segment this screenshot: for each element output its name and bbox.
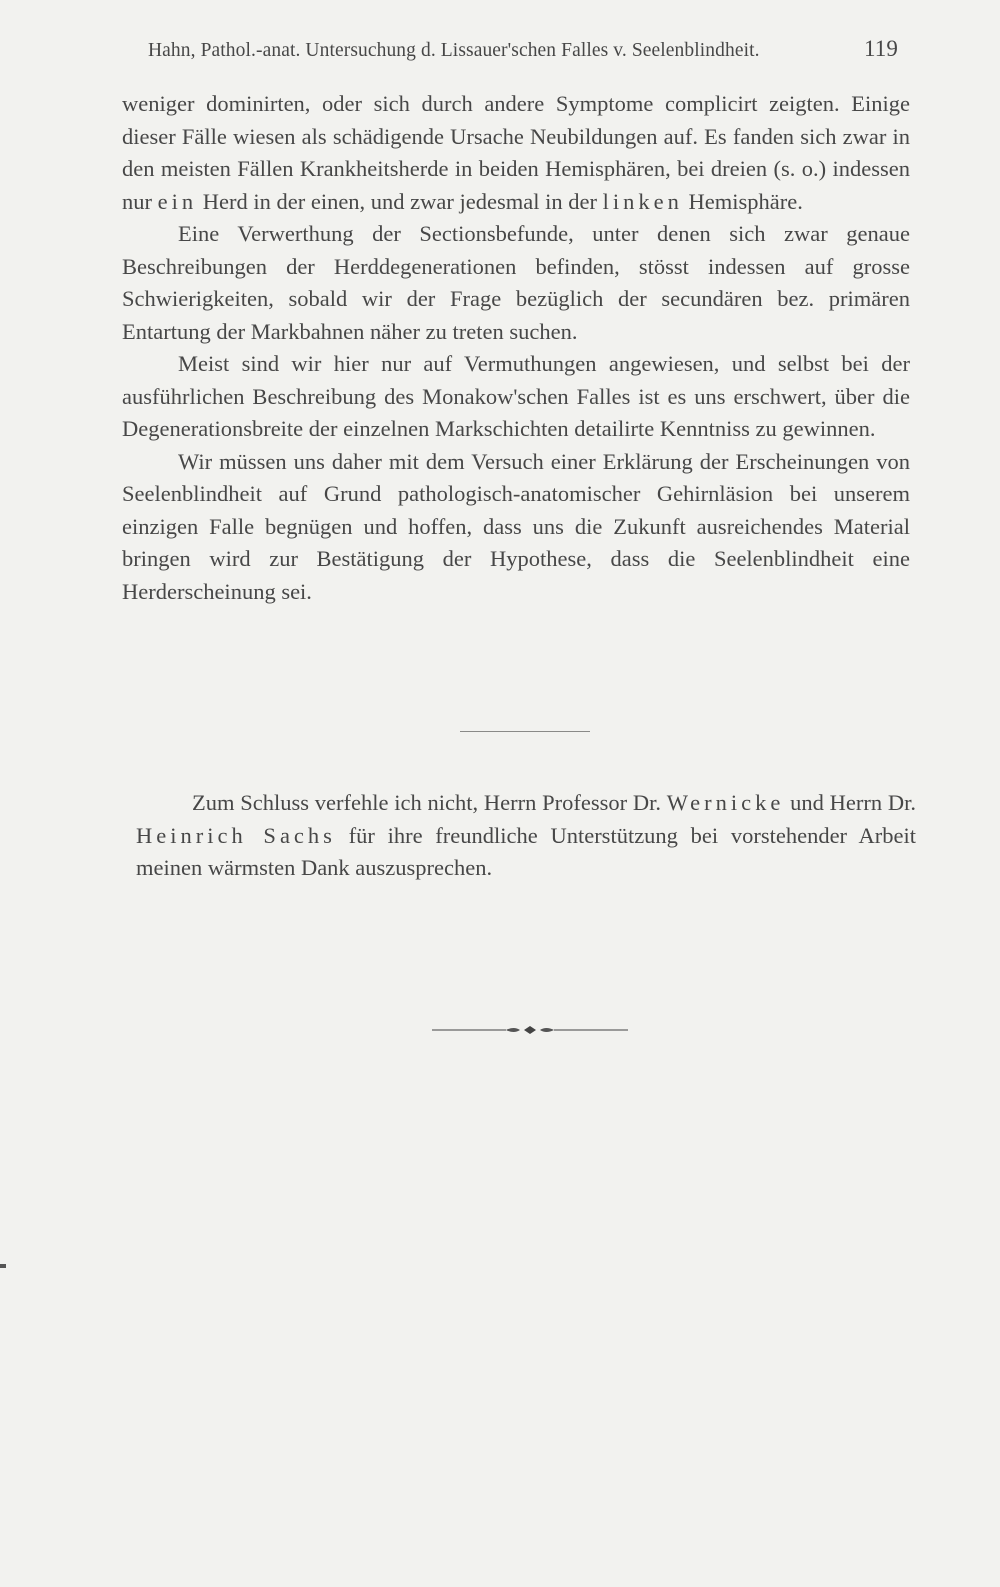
acknowledgement-text-b: und Herrn Dr. — [784, 790, 916, 815]
running-header — [148, 36, 908, 74]
paragraph-4: Wir müssen uns daher mit dem Versuch einer Erklärung der Erscheinungen von Seelenblindheit auf Grund pathologisch-anatomischer Gehirnläsion bei unserem einzigen Falle begnügen und hoffen, dass uns die Zukunft ausreichendes Material bringen wird zur Bestätigung der Hypothese, dass die Seelenblindheit eine Herderscheinung sei. — [122, 448, 910, 604]
acknowledgement — [136, 787, 916, 885]
paragraph-1 — [122, 88, 910, 218]
paragraph-1-text-c: Hemisphäre. — [682, 188, 803, 214]
paragraph-1-text-b: Herd in der einen, und zwar jedesmal in der — [197, 188, 603, 214]
body-text — [122, 88, 910, 608]
emphasis-linken: linken — [602, 188, 683, 214]
page-number: 119 — [864, 36, 898, 61]
name-heinrich-sachs: Heinrich Sachs — [136, 822, 336, 848]
acknowledgement-text-a: Zum Schluss verfehle ich nicht, Herrn Professor Dr. — [192, 790, 667, 815]
paragraph-3: Meist sind wir hier nur auf Vermuthungen angewiesen, und selbst bei der ausführlichen Beschreibung des Monakow'schen Falles ist es uns erschwert, über die Degenerationsbreite der einzelnen Markschichten detailirte Kenntniss zu gewinnen. — [122, 351, 910, 441]
end-ornament-icon — [432, 1024, 628, 1036]
name-wernicke: Wernicke — [666, 790, 785, 815]
running-title: Hahn, Pathol.-anat. Untersuchung d. Lissauer'schen Falles v. Seelenblindheit. — [148, 40, 760, 61]
acknowledgement-paragraph — [136, 787, 916, 885]
section-divider-rule — [460, 731, 590, 732]
emphasis-ein: ein — [157, 188, 198, 214]
paragraph-2: Eine Verwerthung der Sectionsbefunde, unter denen sich zwar genaue Beschreibungen der Herddegenerationen befinden, stösst indessen auf grosse Schwierigkeiten, sobald wir der Frage bezüglich der secundären bez. primären Entartung der Markbahnen näher zu treten suchen. — [122, 221, 910, 344]
scan-edge-mark — [0, 1264, 6, 1268]
acknowledgement-text-c: für ihre freundliche Unterstützung bei vorstehender Arbeit meinen wärmsten Dank auszusprechen. — [136, 822, 916, 880]
paragraph-1-text-a: weniger dominirten, oder sich durch andere Symptome complicirt zeigten. Einige dieser Fälle wiesen als schädigende Ursache Neubildungen auf. Es fanden sich zwar in den meisten Fällen Krankheitsherde in beiden Hemisphären, bei dreien (s. o.) indessen nur — [122, 91, 910, 214]
